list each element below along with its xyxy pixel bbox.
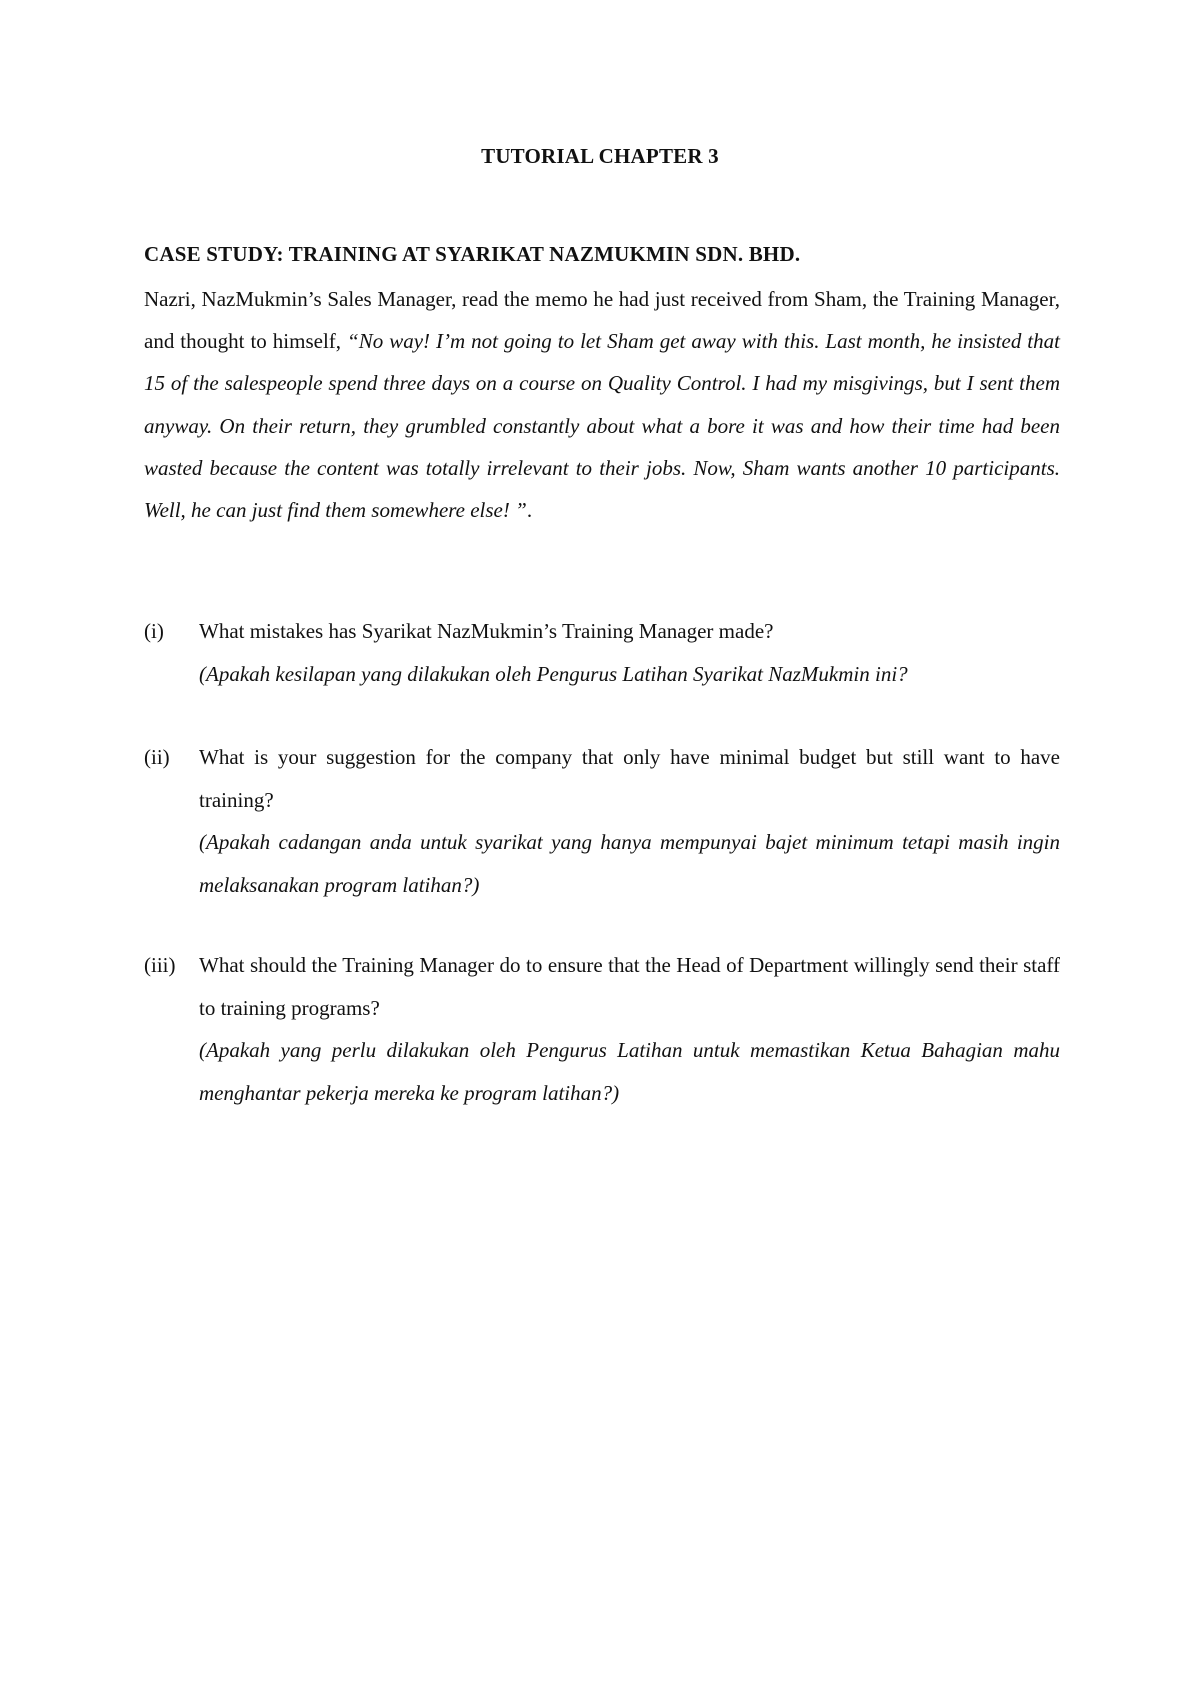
- question-translation: (Apakah cadangan anda untuk syarikat yang hanya mempunyai bajet minimum tetapi masih ingin melaksanakan program latihan?): [199, 830, 1060, 897]
- question-text: What mistakes has Syarikat NazMukmin’s Training Manager made?: [199, 619, 774, 643]
- question-2: [144, 736, 1060, 906]
- case-study-heading: CASE STUDY: TRAINING AT SYARIKAT NAZMUKMIN SDN. BHD.: [144, 242, 801, 266]
- case-study-quote: “No way! I’m not going to let Sham get away with this. Last month, he insisted that 15 of the salespeople spend three days on a course on Quality Control. I had my misgivings, but I sent them anyway. On their return, they grumbled constantly about what a bore it was and how their time had been wasted because the content was totally irrelevant to their jobs. Now, Sham wants another 10 participants. Well, he can just find them somewhere else! ”: [144, 329, 1060, 523]
- case-study-intro: Nazri, NazMukmin’s Sales Manager, read the memo he had just received from Sham, the Training Manager, and thought to himself,: [144, 287, 1060, 354]
- question-text: What should the Training Manager do to ensure that the Head of Department willingly send their staff to training programs?: [199, 953, 1060, 1020]
- document-title: TUTORIAL CHAPTER 3: [481, 144, 719, 168]
- question-number: (ii): [144, 745, 170, 769]
- question-translation: (Apakah yang perlu dilakukan oleh Pengurus Latihan untuk memastikan Ketua Bahagian mahu menghantar pekerja mereka ke program latihan?): [199, 1038, 1060, 1105]
- case-study-end: .: [526, 498, 533, 523]
- question-3: [144, 944, 1060, 1114]
- question-number: (i): [144, 619, 164, 643]
- question-number: (iii): [144, 953, 176, 977]
- question-translation: (Apakah kesilapan yang dilakukan oleh Pengurus Latihan Syarikat NazMukmin ini?: [199, 661, 908, 686]
- case-study-paragraph: [144, 278, 1060, 531]
- question-1: [144, 610, 1060, 695]
- question-text: What is your suggestion for the company that only have minimal budget but still want to have training?: [199, 745, 1060, 812]
